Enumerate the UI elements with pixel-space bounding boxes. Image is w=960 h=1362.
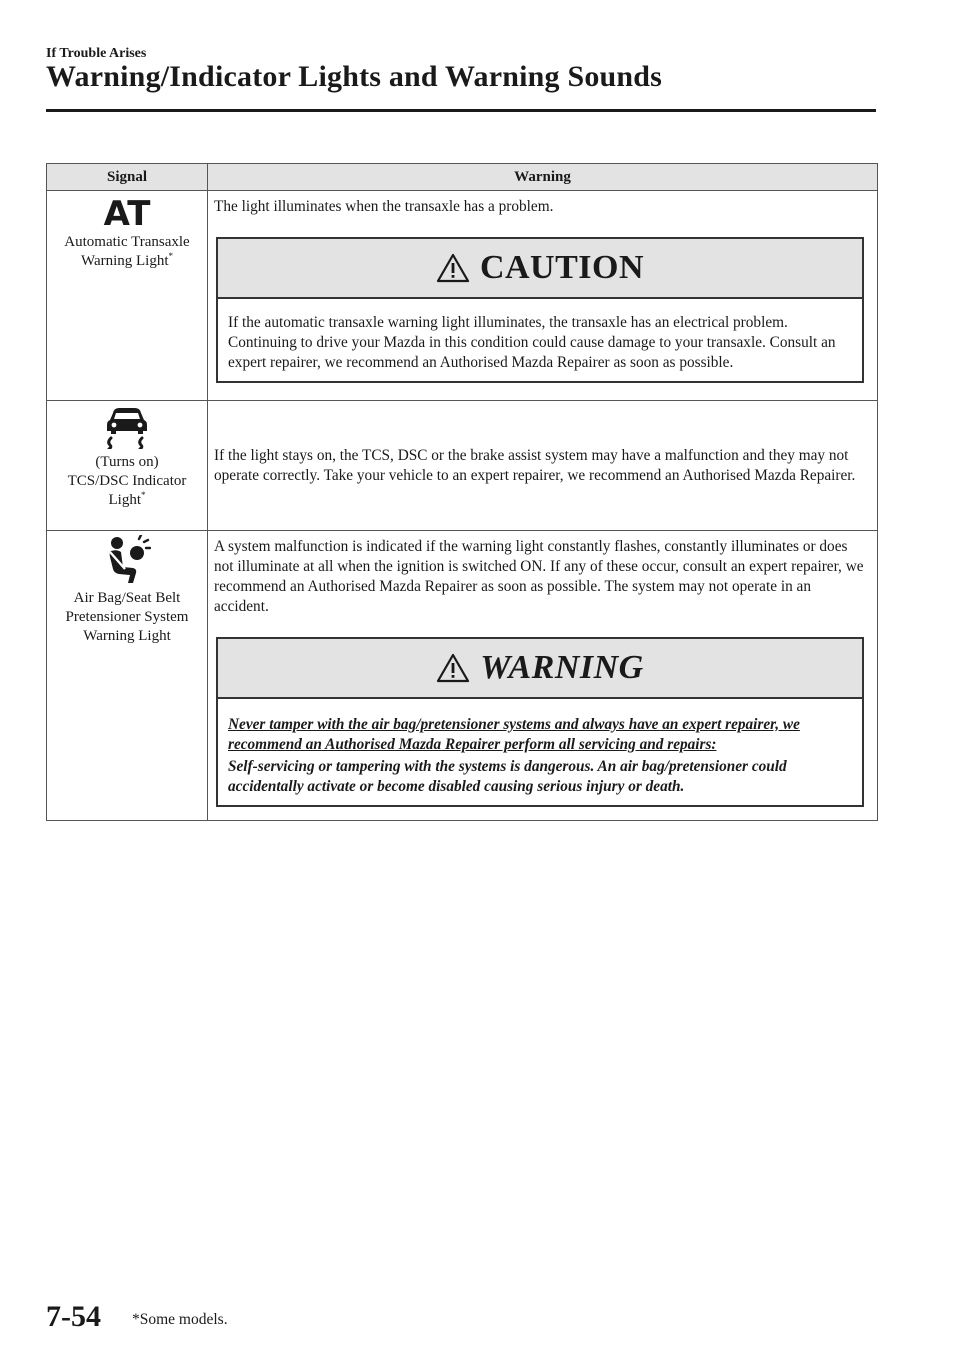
warning-header bbox=[218, 639, 862, 699]
signal-label: (Turns on) TCS/DSC Indicator Light* bbox=[67, 454, 187, 508]
table-header-row bbox=[47, 164, 878, 191]
warning-text: A system malfunction is indicated if the warning light constantly flashes, constantly illuminates or does not illuminate at all when the ignition is switched ON. If any of these occur, consult an expert repairer, we recommend an Authorised Mazda Repairer as soon as possible. The system may not operate in an accident. bbox=[214, 538, 864, 615]
footnote: *Some models. bbox=[132, 1311, 228, 1328]
warning-text: The light illuminates when the transaxle has a problem. bbox=[214, 198, 554, 215]
caution-box bbox=[216, 237, 864, 383]
signal-cell bbox=[47, 401, 208, 531]
svg-text:AT: AT bbox=[103, 195, 151, 229]
table-row bbox=[47, 401, 878, 531]
signal-label: Air Bag/Seat Belt Pretensioner System Warning Light bbox=[65, 590, 189, 644]
at-transaxle-icon bbox=[99, 195, 155, 229]
tcs-dsc-car-skid-icon bbox=[103, 405, 151, 449]
caution-triangle-icon bbox=[436, 253, 470, 283]
caution-title: CAUTION bbox=[479, 249, 645, 286]
page-title: Warning/Indicator Lights and Warning Sounds bbox=[46, 60, 663, 93]
column-header-warning: Warning bbox=[208, 164, 878, 191]
signal-cell bbox=[47, 531, 208, 821]
section-label: If Trouble Arises bbox=[46, 46, 147, 61]
warning-cell bbox=[208, 191, 878, 401]
table-row bbox=[47, 191, 878, 401]
warning-title: WARNING bbox=[480, 649, 644, 686]
warning-text: If the light stays on, the TCS, DSC or the brake assist system may have a malfunction and they may not operate correctly. Take your vehicle to an expert repairer, we recommend an Authorised Mazda Repairer. bbox=[214, 446, 856, 484]
airbag-seat-belt-icon bbox=[103, 535, 151, 585]
column-header-signal: Signal bbox=[47, 164, 208, 191]
warning-triangle-icon bbox=[436, 653, 470, 683]
table-row bbox=[47, 531, 878, 821]
warning-body-text: Self-servicing or tampering with the systems is dangerous. An air bag/pretensioner could accidentally activate or become disabled causing serious injury or death. bbox=[228, 758, 787, 795]
signals-table bbox=[46, 163, 878, 821]
warning-underlined-text: Never tamper with the air bag/pretensioner systems and always have an expert repairer, we recommend an Authorised Mazda Repairer perform all servicing and repairs: bbox=[228, 716, 800, 753]
caution-body: If the automatic transaxle warning light illuminates, the transaxle has an electrical problem. Continuing to drive your Mazda in this condition could cause damage to your transaxle. Consult an expert repairer, we recommend an Authorised Mazda Repairer as soon as possible. bbox=[228, 314, 836, 371]
warning-box bbox=[216, 637, 864, 807]
warning-cell bbox=[208, 401, 878, 531]
warning-cell bbox=[208, 531, 878, 821]
page-number: 7-54 bbox=[46, 1300, 101, 1333]
caution-header bbox=[218, 239, 862, 299]
title-rule bbox=[46, 109, 876, 112]
warning-body bbox=[218, 699, 862, 805]
signal-cell bbox=[47, 191, 208, 401]
signal-label: Automatic Transaxle Warning Light* bbox=[64, 234, 190, 269]
